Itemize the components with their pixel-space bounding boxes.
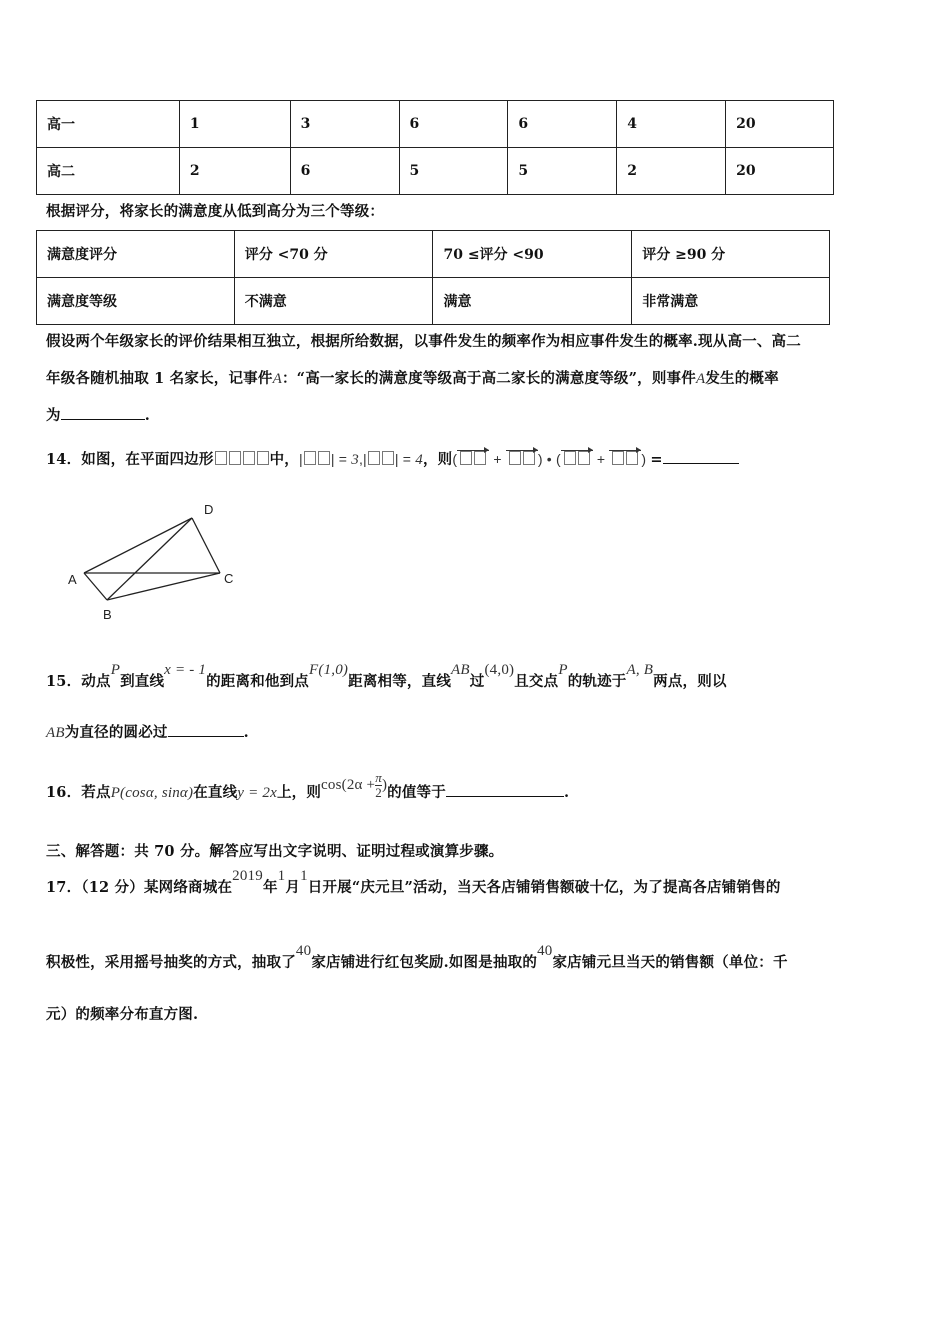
answer-blank[interactable] [61, 405, 145, 420]
text: 的距离和他到点 [206, 673, 310, 690]
table-cell: 2 [617, 148, 726, 195]
q15-line1 [46, 662, 727, 691]
text: 月 [285, 879, 301, 896]
text: = [650, 451, 663, 468]
levels-intro: 根据评分，将家长的满意度从低到高分为三个等级： [46, 203, 385, 220]
q16-line [46, 770, 570, 808]
diagonal-BD [107, 518, 192, 600]
row-label: 高二 [37, 148, 180, 195]
math-var: A [272, 371, 282, 387]
table-cell: 满意 [433, 278, 632, 325]
text: 14．如图，在平面四边形 [46, 451, 214, 468]
table-cell: 评分 <70 分 [234, 231, 433, 278]
math-expr: x = - 1 [164, 662, 207, 678]
table-cell: 非常满意 [632, 278, 830, 325]
table-cell: 2 [179, 148, 290, 195]
table-row [37, 148, 834, 195]
count: 40 [537, 943, 553, 959]
table-cell: 5 [399, 148, 508, 195]
math-var: A [695, 371, 706, 387]
text: 家店铺进行红包奖励.如图是抽取的 [311, 954, 538, 971]
text: ：“高一家长的满意度等级高于高二家长的满意度等级”，则事件 [281, 370, 696, 387]
table-cell: 6 [508, 101, 617, 148]
label-B: B [103, 607, 112, 622]
section-3-heading: 三、解答题：共 70 分。解答应写出文字说明、证明过程或演算步骤。 [46, 843, 504, 860]
math-var: P [558, 662, 568, 678]
text: . [243, 724, 249, 741]
row-label: 高一 [37, 101, 180, 148]
table-row [37, 101, 834, 148]
label-C: C [224, 571, 234, 586]
table-cell: 不满意 [234, 278, 433, 325]
grade-count-table [36, 100, 834, 195]
table-cell: 满意度等级 [37, 278, 235, 325]
answer-blank[interactable] [663, 449, 739, 464]
answer-blank[interactable] [168, 722, 244, 737]
abs-expr-2: | | = 4 [363, 451, 423, 468]
table-cell: 满意度评分 [37, 231, 235, 278]
answer-blank[interactable] [446, 782, 564, 797]
fraction [375, 771, 382, 800]
table-cell: 评分 ≥90 分 [632, 231, 830, 278]
text: 的轨迹于 [567, 673, 627, 690]
text: 16．若点 [46, 783, 111, 801]
table-cell: 6 [290, 148, 399, 195]
label-A: A [68, 572, 77, 587]
math-var: P [110, 662, 121, 678]
text: 日开展“庆元旦”活动，当天各店铺销售额破十亿，为了提高各店铺销售的 [307, 879, 781, 896]
text: 发生的概率 [705, 370, 779, 387]
edge-AB [84, 573, 107, 600]
text: 上，则 [276, 783, 322, 801]
text: 年级各随机抽取 1 名家长，记事件 [46, 370, 273, 387]
text: 为直径的圆必过 [64, 724, 168, 741]
text: . [563, 783, 570, 801]
table-row [37, 231, 830, 278]
table-cell: 3 [290, 101, 399, 148]
text: 中， [269, 451, 299, 468]
value-1: 3 [351, 452, 359, 468]
table-cell: 20 [726, 148, 834, 195]
text: cos(2α + [321, 776, 376, 793]
math-expr: F(1,0) [309, 662, 349, 678]
table-cell: 1 [179, 101, 290, 148]
table-cell: 70 ≤评分 <90 [433, 231, 632, 278]
text: 积极性，采用摇号抽奖的方式，抽取了 [46, 954, 296, 971]
table-cell: 6 [399, 101, 508, 148]
label-D: D [204, 502, 214, 517]
text: 两点，则以 [653, 673, 727, 690]
text: . [144, 407, 150, 424]
value-2: 4 [415, 452, 423, 468]
math-expr: P(cosα, sinα) [110, 784, 194, 801]
abs-expr-1: | | = 3, [298, 451, 364, 468]
text: 在直线 [193, 783, 238, 801]
numerator: π [375, 770, 382, 785]
text: 为 [46, 407, 61, 424]
text: 家店铺元旦当天的销售额（单位：千 [552, 954, 788, 971]
vector-expression: ( + ) • ( + ) [452, 451, 651, 467]
text: 年 [262, 879, 278, 896]
q17-line3: 元）的频率分布直方图. [46, 1006, 199, 1023]
edge-DC [192, 518, 220, 573]
q13-line3 [46, 404, 150, 425]
math-expr: (4,0) [484, 662, 515, 678]
quadrilateral-figure [60, 495, 250, 625]
math-expr: y = 2x [237, 784, 277, 801]
text: 且交点 [514, 673, 559, 690]
text: 距离相等，直线 [348, 673, 452, 690]
edge-AD [84, 518, 192, 573]
table-cell: 4 [617, 101, 726, 148]
denominator: 2 [375, 785, 382, 800]
q13-line1: 假设两个年级家长的评价结果相互独立，根据所给数据，以事件发生的频率作为相应事件发生的概率.现从高一、高二 [46, 333, 801, 350]
text: 15．动点 [46, 673, 111, 690]
day: 1 [300, 868, 308, 884]
q17-line1 [46, 868, 781, 897]
text: ，则 [422, 451, 453, 468]
edge-BC [107, 573, 220, 600]
text: 到直线 [120, 673, 165, 690]
text: 的值等于 [387, 783, 446, 801]
table-row [37, 278, 830, 325]
cos-expression [321, 770, 388, 800]
q13-line2 [46, 367, 779, 388]
math-var: AB [46, 725, 65, 741]
year: 2019 [232, 868, 263, 884]
math-var: AB [451, 662, 470, 678]
q15-line2 [46, 721, 249, 742]
quad-name-placeholder [214, 451, 270, 468]
text: 过 [469, 673, 485, 690]
math-var: A, B [626, 662, 654, 678]
table-cell: 5 [508, 148, 617, 195]
table-cell: 20 [726, 101, 834, 148]
count: 40 [295, 943, 312, 959]
q14-line [46, 448, 739, 469]
text: 17．（12 分）某网络商城在 [46, 879, 233, 896]
month: 1 [277, 868, 286, 884]
q17-line2 [46, 943, 788, 972]
text: ) [381, 776, 388, 793]
satisfaction-table [36, 230, 830, 325]
